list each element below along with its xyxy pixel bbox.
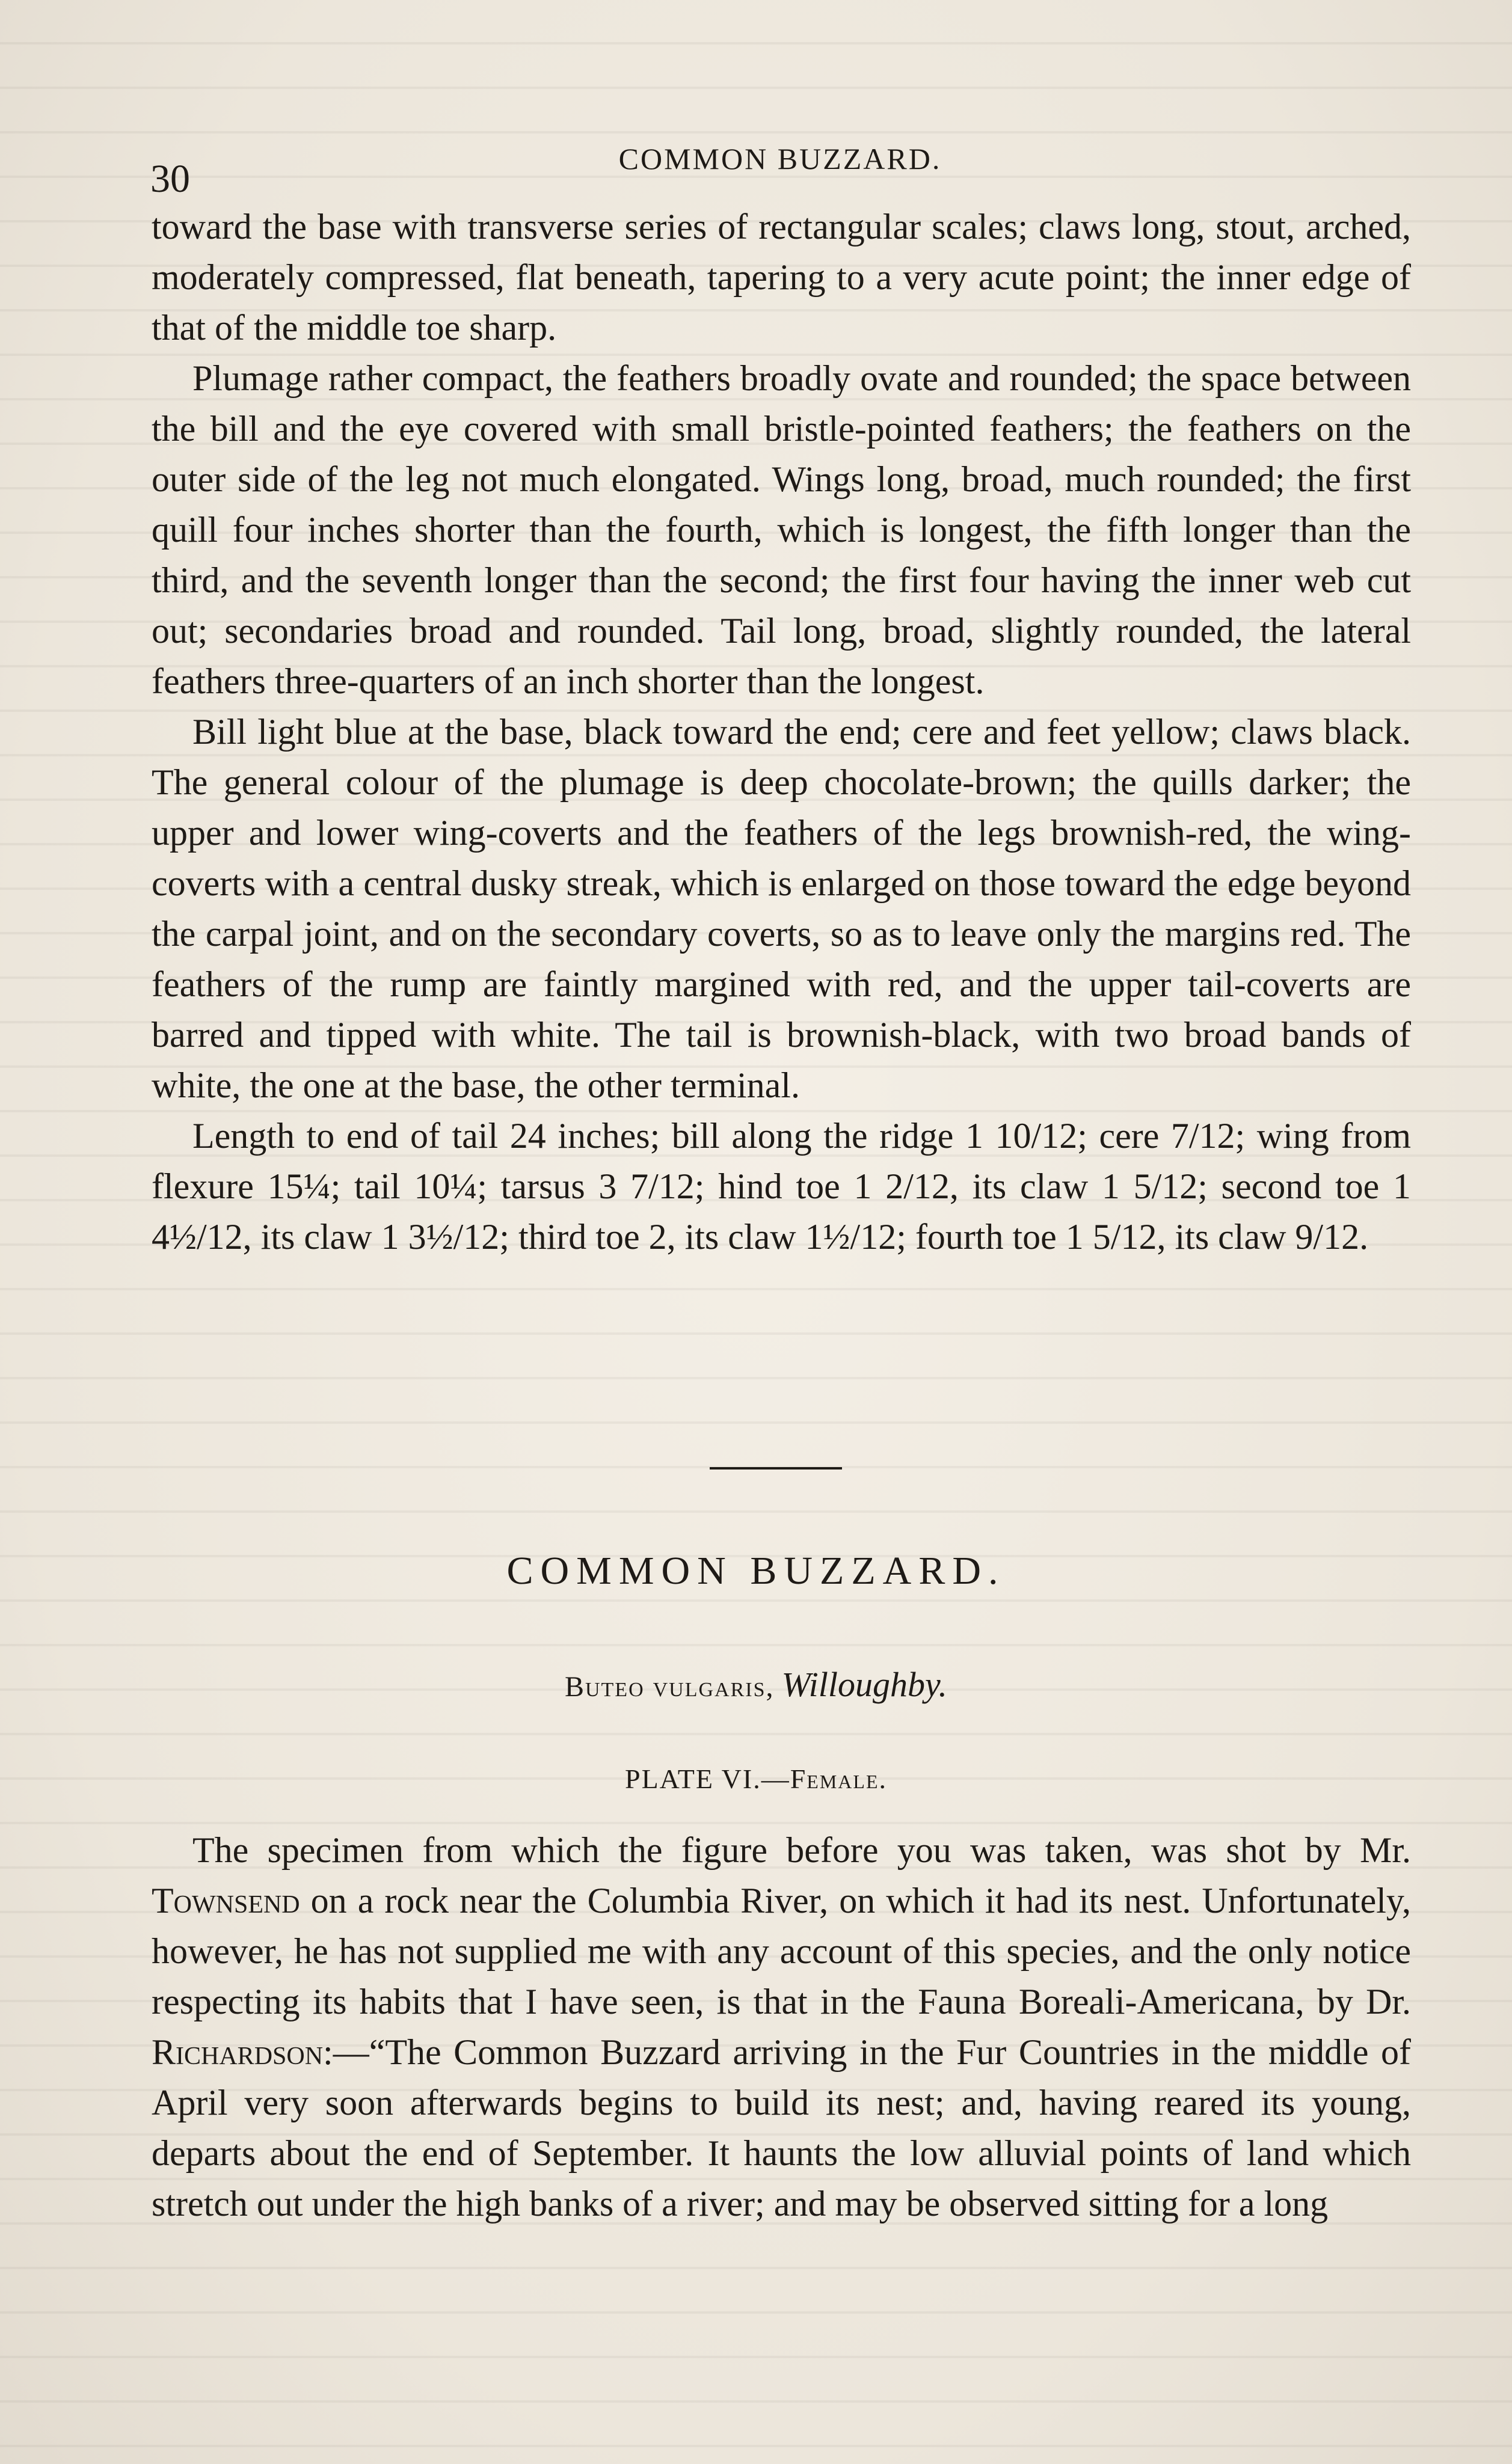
person-name-townsend: Townsend [152,1881,300,1920]
scientific-name: Buteo vulgaris, [564,1671,775,1703]
page-number: 30 [150,157,190,201]
plate-number: PLATE VI.— [624,1764,790,1794]
plate-sex: Female. [790,1764,887,1794]
authority: Willoughby. [781,1665,948,1704]
narrative-quote: :—“The Common Buzzard arriving in the Fur Countries in the middle of April very soon afterwards begins to build its nest; and, having reared its young, departs about the end of September. It haunts the low alluvial points of land which stretch out under the high banks of a river; and may be observed sitting for a long [152,2032,1411,2223]
paragraph-plumage: Plumage rather compact, the feathers broadly ovate and rounded; the space between the bill and the eye covered with small bristle-pointed feathers; the feathers on the outer side of the leg not much elongated. Wings long, broad, much rounded; the first quill four inches shorter than the fourth, which is longest, the fifth longer than the third, and the seventh longer than the second; the first four having the inner web cut out; secondaries broad and rounded. Tail long, broad, slightly rounded, the lateral feathers three-quarters of an inch shorter than the longest. [152,358,1411,701]
species-title: COMMON BUZZARD. [506,1549,1006,1593]
narrative-part-1: The specimen from which the figure before you was taken, was shot by Mr. [192,1830,1411,1870]
person-name-richardson: Richardson [152,2032,324,2072]
narrative-part-2: on a rock near the Columbia River, on which it had its nest. Unfortunately, however, he has not supplied me with any account of this species, and the only notice respecting its habits that I have seen, is that in the Fauna Boreali-Americana, by Dr. [152,1881,1411,2021]
description-text [152,201,1411,1262]
paragraph-continued: toward the base with transverse series of rectangular scales; claws long, stout, arched, moderately compressed, flat beneath, tapering to a very acute point; the inner edge of that of the middle toe sharp. [152,207,1411,348]
plate-caption [0,1763,1512,1795]
paragraph-colour: Bill light blue at the base, black toward the end; cere and feet yellow; claws black. The general colour of the plumage is deep chocolate-brown; the quills darker; the upper and lower wing-coverts and the feathers of the legs brownish-red, the wing-coverts with a central dusky streak, which is enlarged on those toward the edge beyond the carpal joint, and on the secondary coverts, so as to leave only the margins red. The feathers of the rump are faintly margined with red, and the upper tail-coverts are barred and tipped with white. The tail is brownish-black, with two broad bands of white, the one at the base, the other terminal. [152,712,1411,1105]
running-header [150,135,1410,201]
narrative-text [152,1825,1411,2229]
paragraph-narrative [152,1825,1411,2229]
binomial-line [0,1664,1512,1705]
running-title: COMMON BUZZARD. [618,142,942,176]
paragraph-measurements: Length to end of tail 24 inches; bill along the ridge 1 10/12; cere 7/12; wing from flexure 15¼; tail 10¼; tarsus 3 7/12; hind toe 1 2/12, its claw 1 5/12; second toe 1 4½/12, its claw 1 3½/12; third toe 2, its claw 1½/12; fourth toe 1 5/12, its claw 9/12. [152,1116,1411,1257]
section-divider [710,1467,842,1470]
